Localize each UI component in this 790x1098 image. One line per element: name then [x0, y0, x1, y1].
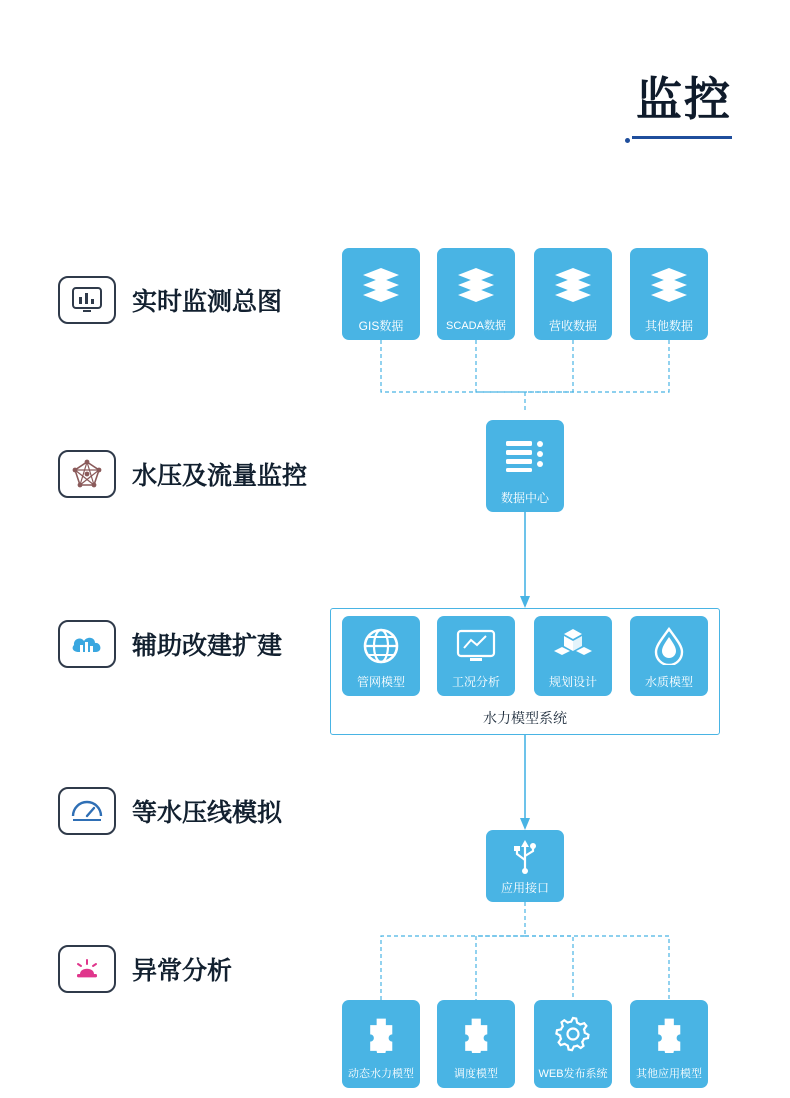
flow-node-planning-design[interactable] [534, 616, 612, 696]
feature-item-realtime-monitoring[interactable] [58, 276, 282, 324]
node-label: 工况分析 [451, 675, 500, 689]
flow-node-water-quality-model[interactable] [630, 616, 708, 696]
group-label-hydraulic-model-system: 水力模型系统 [483, 710, 567, 726]
feature-label: 等水压线模拟 [132, 799, 283, 827]
cubes-icon [534, 616, 612, 675]
title-dot [625, 138, 630, 143]
gauge-icon [58, 787, 116, 835]
cloud-chart-icon [58, 620, 116, 668]
layers-icon [437, 248, 515, 319]
title-underline [632, 136, 732, 139]
usb-icon [486, 830, 564, 881]
node-label: 应用接口 [500, 881, 549, 895]
page-title: 监控 [636, 73, 732, 125]
node-label: GIS数据 [358, 319, 404, 333]
puzzle-icon [437, 1000, 515, 1067]
flow-node-dispatch-model[interactable] [437, 1000, 515, 1088]
flow-node-pipe-network-model[interactable] [342, 616, 420, 696]
flow-node-scada-data[interactable] [437, 248, 515, 340]
node-label: SCADA数据 [446, 320, 506, 332]
feature-item-reconstruction[interactable] [58, 620, 282, 668]
feature-label: 异常分析 [132, 957, 233, 985]
flow-node-revenue-data[interactable] [534, 248, 612, 340]
flow-node-dynamic-hydraulic-model[interactable] [342, 1000, 420, 1088]
puzzle-icon [630, 1000, 708, 1067]
feature-label: 水压及流量监控 [132, 462, 308, 490]
feature-item-pressure-flow[interactable] [58, 450, 307, 498]
puzzle-icon [342, 1000, 420, 1067]
flow-node-other-application-model[interactable] [630, 1000, 708, 1088]
monitor-chart-icon [58, 276, 116, 324]
layers-icon [534, 248, 612, 319]
server-rack-icon [486, 420, 564, 491]
network-graph-icon [58, 450, 116, 498]
feature-item-isobar-simulation[interactable] [58, 787, 282, 835]
architecture-flow-diagram [330, 230, 740, 1090]
node-label: WEB发布系统 [538, 1068, 608, 1080]
alarm-light-icon [58, 945, 116, 993]
flow-node-data-center[interactable] [486, 420, 564, 512]
page-title-block [632, 73, 732, 139]
flow-node-web-publishing-system[interactable] [534, 1000, 612, 1088]
node-label: 动态水力模型 [348, 1068, 414, 1080]
gear-icon [534, 1000, 612, 1067]
layers-icon [630, 248, 708, 319]
node-label: 规划设计 [548, 675, 597, 689]
feature-item-anomaly-analysis[interactable] [58, 945, 232, 993]
node-label: 营收数据 [548, 319, 597, 333]
node-label: 调度模型 [454, 1068, 498, 1080]
node-label: 其他数据 [644, 319, 693, 333]
node-label: 其他应用模型 [636, 1068, 702, 1080]
layers-icon [342, 248, 420, 319]
flow-node-gis-data[interactable] [342, 248, 420, 340]
node-label: 数据中心 [500, 491, 549, 505]
flow-node-other-data[interactable] [630, 248, 708, 340]
feature-label: 辅助改建扩建 [132, 632, 283, 660]
flow-node-application-interface[interactable] [486, 830, 564, 902]
water-drop-icon [630, 616, 708, 675]
flow-node-condition-analysis[interactable] [437, 616, 515, 696]
feature-label: 实时监测总图 [132, 288, 283, 316]
node-label: 管网模型 [356, 675, 405, 689]
monitor-analysis-icon [437, 616, 515, 675]
globe-icon [342, 616, 420, 675]
node-label: 水质模型 [644, 675, 693, 689]
